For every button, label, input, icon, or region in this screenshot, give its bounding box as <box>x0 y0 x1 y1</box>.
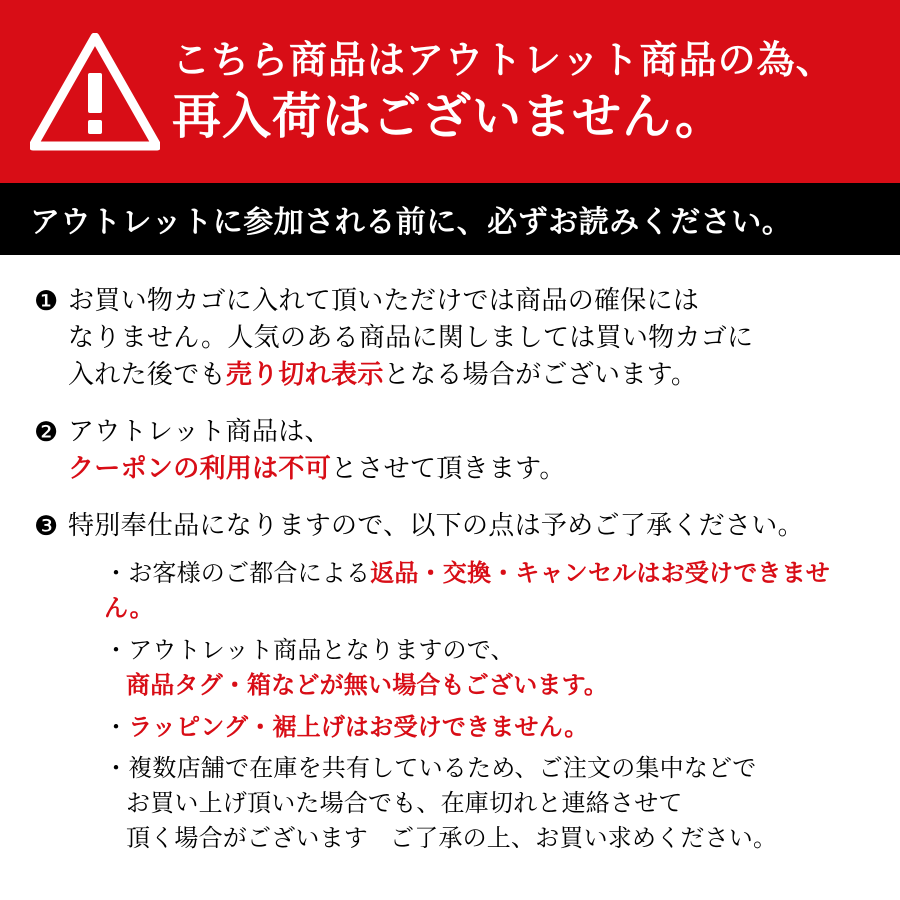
sub-item-1 <box>104 556 872 626</box>
note-3-line-1: 特別奉仕品になりますので、以下の点は予めご了承ください。 <box>68 510 804 541</box>
note-1-line-1: お買い物カゴに入れて頂いただけでは商品の確保には <box>68 286 700 316</box>
note-marker-1: ❶ <box>34 286 59 317</box>
sub-item-2-prefix: ・アウトレット商品となりますので、 <box>104 636 515 665</box>
sub-item-2 <box>104 633 872 703</box>
note-2-line-2-suffix: とさせて頂きます。 <box>331 453 566 484</box>
sub-item-4-line-3-b: ご了承の上、お買い求めください。 <box>390 824 778 853</box>
note-item-1 <box>34 283 872 394</box>
sub-item-4-line-3 <box>104 821 872 856</box>
note-item-2 <box>34 414 872 488</box>
note-3-sub-list <box>68 556 872 855</box>
alert-line-2: 再入荷はございません。 <box>172 87 725 145</box>
sub-item-3 <box>104 710 872 745</box>
sub-item-2-highlight: 商品タグ・箱などが無い場合もございます。 <box>126 670 609 699</box>
sub-item-4 <box>104 751 872 855</box>
notes-list <box>0 255 900 900</box>
note-body-1 <box>68 283 872 394</box>
sub-item-1-highlight: 返品・交換・キャンセルはお受けできません。 <box>104 559 831 623</box>
alert-text-block <box>172 37 835 145</box>
sub-item-3-prefix: ・ <box>104 712 129 741</box>
note-1-line-3-prefix: 入れた後でも <box>68 359 226 390</box>
note-1-line-2: なりません。人気のある商品に関しましては買い物カゴに <box>68 322 754 353</box>
warning-triangle-icon <box>30 33 160 151</box>
note-body-2 <box>68 414 872 488</box>
note-marker-3: ❸ <box>34 510 59 542</box>
note-1-line-3-suffix: となる場合がございます。 <box>383 359 698 390</box>
note-1-highlight: 売り切れ表示 <box>225 359 384 390</box>
sub-item-1-prefix: ・お客様のご都合による <box>104 559 371 588</box>
sub-header-bar <box>0 183 900 255</box>
sub-item-4-line-3-a: 頂く場合がございます <box>126 824 368 853</box>
note-item-3 <box>34 508 872 863</box>
sub-header-text: アウトレットに参加される前に、必ずお読みください。 <box>30 205 793 240</box>
note-2-highlight-2: 不可 <box>278 453 332 484</box>
note-marker-2: ❷ <box>34 416 59 448</box>
alert-banner <box>0 0 900 183</box>
alert-line-1: こちら商品はアウトレット商品の為、 <box>172 37 835 82</box>
sub-item-4-line-1: ・複数店舗で在庫を共有しているため、ご注文の集中などで <box>104 754 757 783</box>
note-2-highlight-1: クーポンの利用は <box>68 453 279 484</box>
sub-item-4-line-2: お買い上げ頂いた場合でも、在庫切れと連絡させて <box>126 789 683 818</box>
note-2-line-1: アウトレット商品は、 <box>68 416 331 447</box>
sub-item-3-highlight: ラッピング・裾上げはお受けできません。 <box>128 712 589 741</box>
note-body-3 <box>68 508 872 863</box>
